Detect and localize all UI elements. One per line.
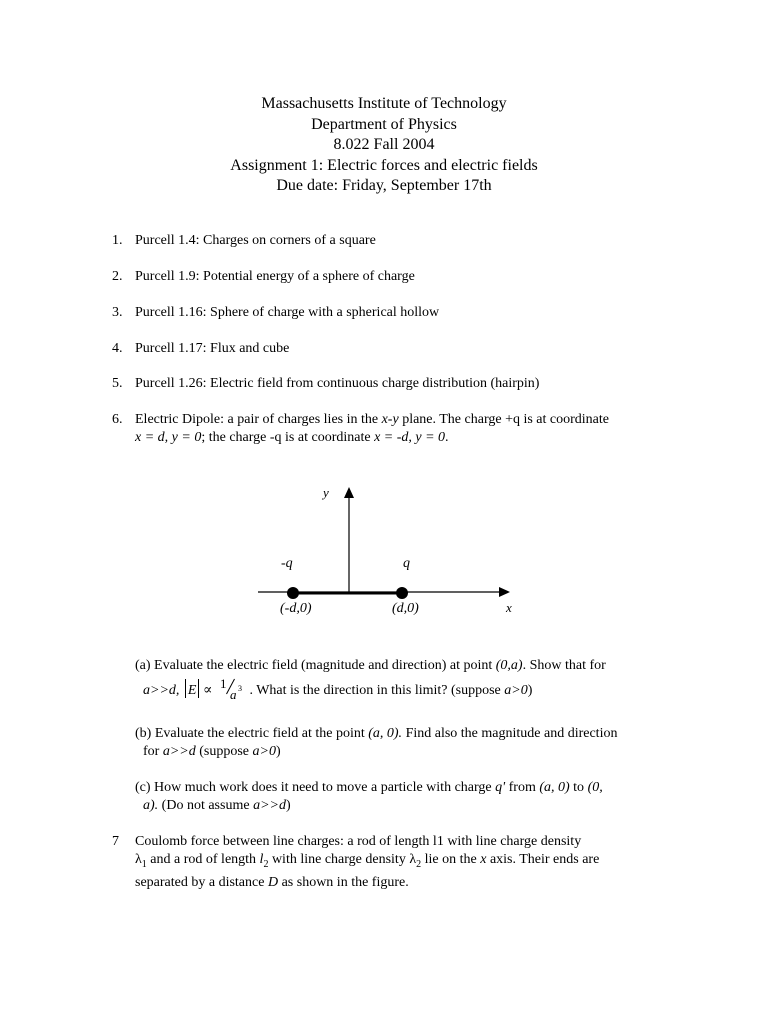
text-run: from xyxy=(505,780,540,795)
negative-charge-label: -q xyxy=(281,556,293,571)
math-run: (0, xyxy=(587,780,603,795)
problem-number: 7 xyxy=(112,834,119,849)
problem-number: 6. xyxy=(112,412,123,427)
positive-charge-label: q xyxy=(403,556,410,571)
e-vector-symbol: E xyxy=(187,683,197,698)
y-axis-label: y xyxy=(323,485,329,500)
text-run: to xyxy=(569,780,588,795)
subscript: 2 xyxy=(416,858,422,870)
text-run: Electric Dipole: a pair of charges lies in the xyxy=(135,412,382,427)
text-run: . What is the direction in this limit? (suppose xyxy=(245,683,505,698)
abs-bar-right xyxy=(198,679,199,698)
text-run: . Show that for xyxy=(522,658,606,673)
text-run: ) xyxy=(275,744,281,759)
text-run: ) xyxy=(527,683,533,698)
text-run: with line charge density xyxy=(268,852,410,867)
text-run: Find also the magnitude and direction xyxy=(402,726,618,741)
math-run: a>>d xyxy=(253,798,286,813)
math-run: a>0 xyxy=(252,744,276,759)
math-run: a). xyxy=(143,798,159,813)
problem-text: Purcell 1.16: Sphere of charge with a spherical hollow xyxy=(135,305,440,320)
math-run: (0,a) xyxy=(495,658,523,673)
course-name: 8.022 Fall 2004 xyxy=(333,136,435,153)
proportional-symbol: ∝ xyxy=(202,683,213,698)
problem-6a xyxy=(135,657,675,700)
subscript: 1 xyxy=(141,858,147,870)
text-run: (b) Evaluate the electric field at the point xyxy=(135,726,369,741)
lambda-symbol: λ xyxy=(409,852,417,867)
text-run: (a) Evaluate the electric field (magnitude and direction) at point xyxy=(135,658,496,673)
text-run: lie on the xyxy=(421,852,481,867)
math-run: x-y xyxy=(381,412,399,427)
text-run: ; the charge -q is at coordinate xyxy=(201,430,375,445)
text-run: for xyxy=(143,744,163,759)
problem-number: 1. xyxy=(112,233,123,248)
fraction-denominator: a xyxy=(229,687,237,702)
math-run: (a, 0). xyxy=(368,726,403,741)
math-run: D xyxy=(267,874,279,890)
text-run: . xyxy=(445,430,449,445)
fraction-exponent: 3 xyxy=(237,684,242,693)
text-run: and a rod of length xyxy=(146,852,260,867)
problem-number: 5. xyxy=(112,376,123,391)
problem-number: 4. xyxy=(112,341,123,356)
negative-charge-dot xyxy=(287,587,299,599)
problem-text xyxy=(135,411,675,447)
fraction xyxy=(216,676,246,702)
math-run: a>0 xyxy=(504,683,528,698)
text-run: axis. Their ends are xyxy=(486,852,600,867)
problem-text: Purcell 1.9: Potential energy of a sphere of charge xyxy=(135,269,415,284)
lambda-symbol: λ xyxy=(135,852,142,867)
text-run: (suppose xyxy=(195,744,253,759)
institution-name: Massachusetts Institute of Technology xyxy=(261,95,507,112)
problem-number: 2. xyxy=(112,269,123,284)
math-run: x xyxy=(480,852,487,867)
text-run: (Do not assume xyxy=(158,798,254,813)
math-run: a>>d xyxy=(162,744,196,759)
positive-charge-dot xyxy=(396,587,408,599)
x-axis-label: x xyxy=(506,600,512,615)
math-run: q' xyxy=(495,780,506,795)
text-run: (c) How much work does it need to move a particle with charge xyxy=(135,780,496,795)
math-run: x = -d, y = 0 xyxy=(374,430,446,445)
continuation-line xyxy=(135,797,675,815)
formula-line xyxy=(135,676,675,702)
department-name: Department of Physics xyxy=(311,115,457,133)
text-run: Coulomb force between line charges: a rod of length l1 with line charge density xyxy=(135,834,582,849)
problem-6b xyxy=(135,725,675,761)
assignment-title: Assignment 1: Electric forces and electric fields xyxy=(230,156,538,174)
problem-number: 3. xyxy=(112,305,123,320)
math-run: l xyxy=(259,852,264,867)
problem-text xyxy=(135,833,675,892)
text-run: separated by a distance xyxy=(135,874,268,890)
math-run: x = d, y = 0 xyxy=(135,430,202,445)
y-axis-arrow-icon xyxy=(344,487,354,498)
text-run: as shown in the figure. xyxy=(278,874,409,890)
positive-coordinate-label: (d,0) xyxy=(392,601,419,616)
math-run: a>>d, xyxy=(143,683,180,698)
due-date: Due date: Friday, September 17th xyxy=(276,177,492,194)
subscript: 2 xyxy=(263,858,269,870)
problem-text: Purcell 1.4: Charges on corners of a square xyxy=(135,233,376,248)
fraction-numerator: 1 xyxy=(219,676,227,691)
continuation-line xyxy=(135,743,675,761)
text-run: ) xyxy=(285,798,291,813)
negative-coordinate-label: (-d,0) xyxy=(280,601,312,616)
problem-6c xyxy=(135,779,675,815)
math-run: (a, 0) xyxy=(539,780,570,795)
x-axis-arrow-icon xyxy=(499,587,510,597)
text-run: plane. The charge +q is at coordinate xyxy=(398,412,609,427)
problem-text: Purcell 1.17: Flux and cube xyxy=(135,341,290,356)
document-header xyxy=(0,94,768,197)
problem-text: Purcell 1.26: Electric field from continuous charge distribution (hairpin) xyxy=(135,376,540,391)
